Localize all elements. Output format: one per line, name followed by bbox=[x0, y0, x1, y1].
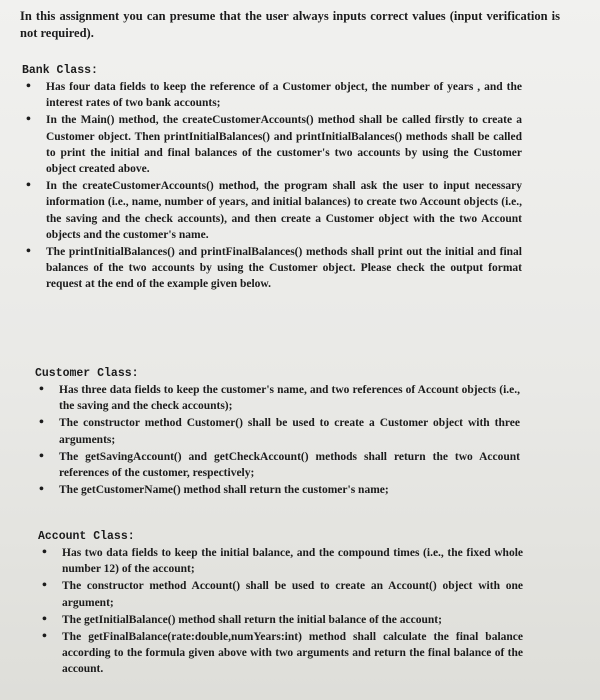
account-bullet-1: • Has two data fields to keep the initial balance, and the compound times (i.e., the fixed whole number 12) of the account; bbox=[38, 545, 523, 577]
customer-bullet-2: • The constructor method Customer() shall be used to create a Customer object with three arguments; bbox=[35, 415, 520, 447]
customer-class-bullets bbox=[35, 382, 520, 498]
account-bullet-2: • The constructor method Account() shall be used to create an Account() object with one argument; bbox=[38, 578, 523, 610]
account-bullet-3: • The getInitialBalance() method shall return the initial balance of the account; bbox=[38, 612, 523, 628]
customer-bullet-1: • Has three data fields to keep the customer's name, and two references of Account objects (i.e., the saving and the check accounts); bbox=[35, 382, 520, 414]
customer-class-title: Customer Class: bbox=[35, 367, 139, 380]
bank-bullet-4: • The printInitialBalances() and printFinalBalances() methods shall print out the initial and final balances of the two accounts by using the Customer object. Please check the output format request at the end of the example given below. bbox=[22, 244, 522, 293]
account-bullet-4: • The getFinalBalance(rate:double,numYears:int) method shall calculate the final balance according to the formula given above with two arguments and return the final balance of the account. bbox=[38, 629, 523, 678]
bank-bullet-3: • In the createCustomerAccounts() method, the program shall ask the user to input necessary information (i.e., name, number of years, and initial balances) to create two Account objects (i.e., the saving and the check accounts), and then create a Customer object with the two Account objects and the customer's name. bbox=[22, 178, 522, 243]
account-class-bullets bbox=[38, 545, 523, 678]
customer-bullet-3: • The getSavingAccount() and getCheckAccount() methods shall return the two Account references of the customer, respectively; bbox=[35, 449, 520, 481]
bank-class-title: Bank Class: bbox=[22, 64, 98, 77]
customer-class-section bbox=[35, 367, 520, 499]
bank-class-bullets bbox=[22, 79, 522, 293]
intro-paragraph: In this assignment you can presume that the user always inputs correct values (input verification is not required). bbox=[20, 9, 560, 40]
bank-bullet-2: • In the Main() method, the createCustomerAccounts() method shall be called firstly to create a Customer object. Then printInitialBalances() and printInitialBalances() methods shall be called to print the initial and final balances of the customer's two accounts by using the Customer object created above. bbox=[22, 112, 522, 177]
bank-class-section bbox=[22, 64, 522, 294]
customer-bullet-4: • The getCustomerName() method shall return the customer's name; bbox=[35, 482, 520, 498]
account-class-title: Account Class: bbox=[38, 530, 135, 543]
account-class-section bbox=[38, 530, 523, 679]
bank-bullet-1: • Has four data fields to keep the reference of a Customer object, the number of years , and the interest rates of two bank accounts; bbox=[22, 79, 522, 111]
